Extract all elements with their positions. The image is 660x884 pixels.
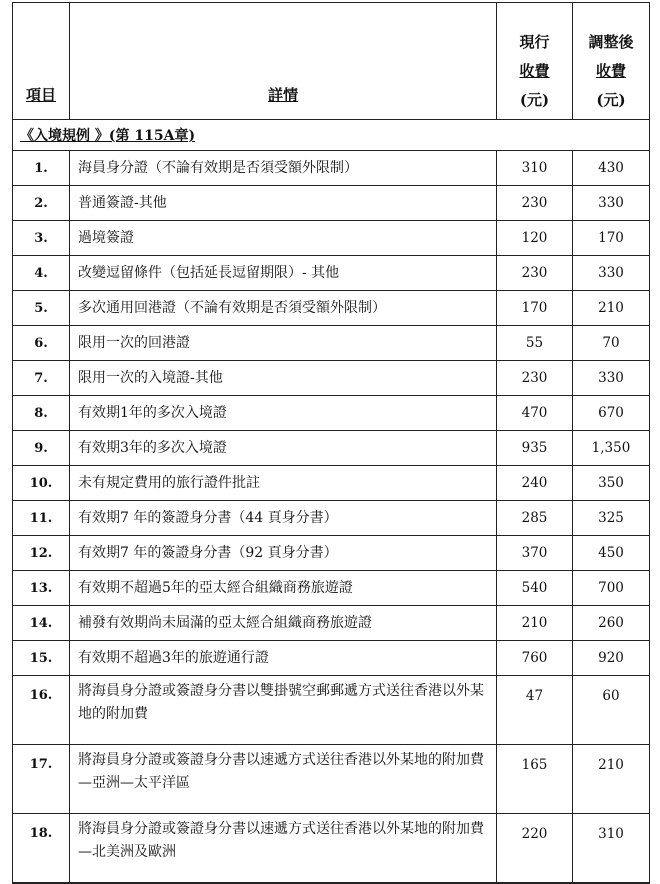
row-detail: 將海員身分證或簽證身分書以速遞方式送往香港以外某地的附加費—北美洲及歐洲 <box>70 814 497 884</box>
row-number: 1. <box>13 151 70 186</box>
row-adjusted-fee: 330 <box>573 361 650 396</box>
table-row <box>13 221 650 256</box>
row-detail: 補發有效期尚未屆滿的亞太經合組織商務旅遊證 <box>70 606 497 641</box>
row-detail: 海員身分證（不論有效期是否須受額外限制） <box>70 151 497 186</box>
row-detail: 有效期7 年的簽證身分書（92 頁身分書） <box>70 536 497 571</box>
table-row <box>13 466 650 501</box>
row-detail: 未有規定費用的旅行證件批註 <box>70 466 497 501</box>
row-adjusted-fee: 325 <box>573 501 650 536</box>
table-row <box>13 186 650 221</box>
row-number: 4. <box>13 256 70 291</box>
header-current-line2: 收費 <box>519 62 550 80</box>
row-detail: 改變逗留條件（包括延長逗留期限）- 其他 <box>70 256 497 291</box>
section-title: 《入境規例 》(第 115A章) <box>20 128 196 144</box>
row-detail: 普通簽證-其他 <box>70 186 497 221</box>
row-number: 12. <box>13 536 70 571</box>
row-adjusted-fee: 60 <box>573 676 650 745</box>
header-adjusted-line1: 調整後 <box>588 33 634 51</box>
row-adjusted-fee: 700 <box>573 571 650 606</box>
row-current-fee: 540 <box>497 571 573 606</box>
row-current-fee: 230 <box>497 256 573 291</box>
row-detail: 將海員身分證或簽證身分書以雙掛號空郵郵遞方式送往香港以外某地的附加費 <box>70 676 497 745</box>
row-detail: 有效期1年的多次入境證 <box>70 396 497 431</box>
row-current-fee: 470 <box>497 396 573 431</box>
header-current-line3: (元) <box>519 91 550 109</box>
row-number: 7. <box>13 361 70 396</box>
row-detail: 有效期不超過5年的亞太經合組織商務旅遊證 <box>70 571 497 606</box>
row-detail: 有效期不超過3年的旅遊通行證 <box>70 641 497 676</box>
row-number: 13. <box>13 571 70 606</box>
header-current-line1: 現行 <box>519 33 550 51</box>
row-adjusted-fee: 450 <box>573 536 650 571</box>
section-row <box>13 120 650 151</box>
table-row <box>13 501 650 536</box>
row-adjusted-fee: 330 <box>573 186 650 221</box>
table-row <box>13 326 650 361</box>
header-adjusted-fee <box>573 3 650 120</box>
row-adjusted-fee: 670 <box>573 396 650 431</box>
row-adjusted-fee: 210 <box>573 291 650 326</box>
table-row <box>13 291 650 326</box>
table-row <box>13 151 650 186</box>
row-adjusted-fee: 210 <box>573 745 650 814</box>
row-adjusted-fee: 70 <box>573 326 650 361</box>
table-row <box>13 536 650 571</box>
row-detail: 有效期7 年的簽證身分書（44 頁身分書） <box>70 501 497 536</box>
row-detail: 有效期3年的多次入境證 <box>70 431 497 466</box>
header-details <box>70 3 497 120</box>
table-row <box>13 256 650 291</box>
row-number: 2. <box>13 186 70 221</box>
fee-table <box>12 2 650 884</box>
row-detail: 將海員身分證或簽證身分書以速遞方式送往香港以外某地的附加費—亞洲—太平洋區 <box>70 745 497 814</box>
row-number: 5. <box>13 291 70 326</box>
header-item <box>13 3 70 120</box>
table-row <box>13 814 650 884</box>
row-detail: 限用一次的入境證-其他 <box>70 361 497 396</box>
row-adjusted-fee: 330 <box>573 256 650 291</box>
row-number: 8. <box>13 396 70 431</box>
row-number: 16. <box>13 676 70 745</box>
table-row <box>13 606 650 641</box>
row-current-fee: 165 <box>497 745 573 814</box>
header-adjusted-line2: 收費 <box>595 62 626 80</box>
row-current-fee: 285 <box>497 501 573 536</box>
header-row <box>13 3 650 120</box>
row-number: 15. <box>13 641 70 676</box>
header-item-label: 項目 <box>25 86 56 104</box>
row-current-fee: 310 <box>497 151 573 186</box>
row-current-fee: 170 <box>497 291 573 326</box>
row-current-fee: 220 <box>497 814 573 884</box>
table-row <box>13 571 650 606</box>
row-number: 10. <box>13 466 70 501</box>
row-number: 17. <box>13 745 70 814</box>
row-current-fee: 47 <box>497 676 573 745</box>
table-row <box>13 676 650 745</box>
header-adjusted-line3: (元) <box>596 91 626 109</box>
row-current-fee: 210 <box>497 606 573 641</box>
row-adjusted-fee: 260 <box>573 606 650 641</box>
row-detail: 限用一次的回港證 <box>70 326 497 361</box>
header-details-label: 詳情 <box>267 86 298 104</box>
row-adjusted-fee: 1,350 <box>573 431 650 466</box>
row-adjusted-fee: 170 <box>573 221 650 256</box>
table-row <box>13 396 650 431</box>
row-adjusted-fee: 310 <box>573 814 650 884</box>
row-detail: 過境簽證 <box>70 221 497 256</box>
row-current-fee: 240 <box>497 466 573 501</box>
row-adjusted-fee: 920 <box>573 641 650 676</box>
table-row <box>13 745 650 814</box>
table-row <box>13 361 650 396</box>
row-current-fee: 55 <box>497 326 573 361</box>
row-current-fee: 230 <box>497 361 573 396</box>
table-row <box>13 431 650 466</box>
row-number: 6. <box>13 326 70 361</box>
row-number: 3. <box>13 221 70 256</box>
header-current-fee <box>497 3 573 120</box>
row-number: 11. <box>13 501 70 536</box>
row-current-fee: 120 <box>497 221 573 256</box>
row-detail: 多次通用回港證（不論有效期是否須受額外限制） <box>70 291 497 326</box>
section-title-cell <box>13 120 650 151</box>
row-number: 18. <box>13 814 70 884</box>
fee-table-container <box>12 2 650 884</box>
row-current-fee: 230 <box>497 186 573 221</box>
row-current-fee: 760 <box>497 641 573 676</box>
row-current-fee: 370 <box>497 536 573 571</box>
row-adjusted-fee: 350 <box>573 466 650 501</box>
row-adjusted-fee: 430 <box>573 151 650 186</box>
row-current-fee: 935 <box>497 431 573 466</box>
table-row <box>13 641 650 676</box>
row-number: 9. <box>13 431 70 466</box>
row-number: 14. <box>13 606 70 641</box>
